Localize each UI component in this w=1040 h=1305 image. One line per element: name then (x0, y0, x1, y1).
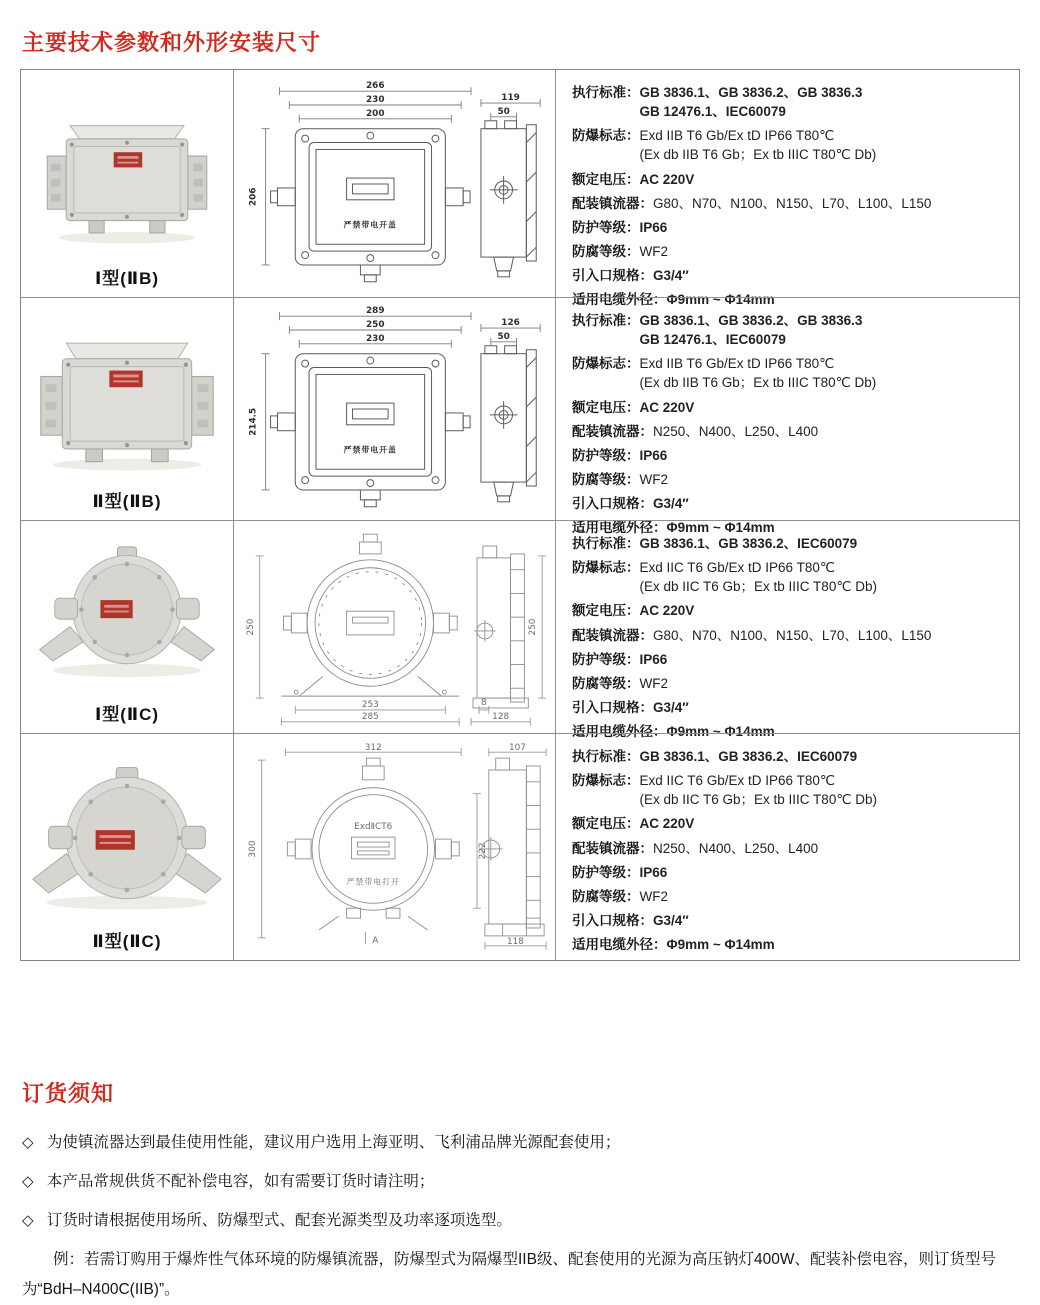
note-text: 本产品常规供货不配补偿电容，如有需要订货时请注明； (46, 1173, 435, 1190)
spec-value-line: WF2 (639, 675, 668, 691)
spec-row (572, 422, 1011, 441)
spec-row (572, 747, 1011, 766)
photo-cell (21, 520, 233, 733)
spec-value-line: GB 3836.1、GB 3836.2、GB 3836.3 (639, 85, 863, 100)
spec-label: 防爆标志： (572, 128, 640, 144)
spec-value-line: G3/4″ (653, 268, 689, 284)
spec-value-line: IP66 (639, 447, 668, 463)
spec-value-line: G3/4″ (653, 913, 689, 929)
spec-label: 额定电压： (572, 603, 640, 619)
spec-label: 额定电压： (572, 171, 640, 187)
spec-list (572, 534, 1011, 741)
spec-row (572, 354, 1011, 392)
warning-label: 严禁带电开盖 (343, 445, 397, 455)
spec-value (640, 446, 668, 465)
spec-value-line: AC 220V (639, 399, 695, 415)
spec-value-line: G3/4″ (653, 700, 689, 716)
type-label: Ⅱ型(ⅡC) (92, 932, 162, 951)
section-marker-label: A (371, 935, 378, 946)
spec-value (640, 534, 858, 553)
spec-row (572, 626, 1011, 645)
spec-value (640, 242, 669, 261)
spec-value-line: WF2 (639, 472, 668, 488)
diamond-bullet-icon: ◇ (22, 1173, 34, 1190)
spec-value (653, 494, 689, 513)
spec-value (640, 747, 858, 766)
spec-label: 引入口规格： (572, 268, 653, 284)
drawing-cell (233, 70, 555, 297)
spec-value (640, 218, 668, 237)
spec-value-line: IP66 (639, 219, 668, 235)
spec-value-line: IP66 (639, 864, 668, 880)
dimension-drawing-round (236, 522, 554, 732)
spec-value-line: WF2 (639, 244, 668, 260)
spec-value (640, 311, 863, 349)
spec-value (640, 83, 863, 121)
spec-value-line: (Ex db IIB T6 Gb；Ex tb IIIC T80℃ Db) (639, 147, 877, 163)
spec-label: 防爆标志： (572, 356, 640, 372)
ordering-notes-section (20, 1077, 1020, 1305)
spec-value (640, 558, 878, 596)
warning-label: 严禁带电开盖 (343, 219, 397, 229)
spec-row (572, 839, 1011, 858)
dimension-label: 206 (248, 187, 259, 206)
spec-list (572, 311, 1011, 538)
spec-value-line: Exd IIB T6 Gb/Ex tD IP66 T80℃ (639, 128, 835, 144)
spec-value-line: (Ex db IIC T6 Gb；Ex tb IIIC T80℃ Db) (639, 579, 877, 595)
spec-label: 执行标准： (572, 536, 640, 551)
note-text: 为使镇流器达到最佳使用性能，建议用户选用上海亚明、飞利浦品牌光源配套使用； (46, 1134, 621, 1151)
spec-row (572, 650, 1011, 669)
spec-value (653, 194, 931, 213)
dimension-label: 118 (506, 936, 524, 947)
spec-label: 执行标准： (572, 85, 640, 100)
dimension-drawing-box (236, 79, 554, 289)
product-photo-round (29, 753, 225, 923)
spec-row (572, 771, 1011, 809)
diamond-bullet-icon: ◇ (22, 1212, 34, 1229)
spec-value-line: GB 3836.1、GB 3836.2、IEC60079 (639, 749, 858, 764)
spec-value (640, 771, 878, 809)
spec-value (640, 601, 695, 620)
spec-label: 引入口规格： (572, 913, 653, 929)
spec-value-line: GB 3836.1、GB 3836.2、IEC60079 (639, 536, 858, 551)
spec-label: 执行标准： (572, 749, 640, 764)
specs-cell (555, 297, 1019, 536)
type-label: Ⅱ型(ⅡB) (92, 492, 162, 511)
spec-row (572, 698, 1011, 717)
note-item (22, 1130, 1018, 1152)
spec-row (572, 398, 1011, 417)
spec-row (572, 470, 1011, 489)
diamond-bullet-icon: ◇ (22, 1134, 34, 1151)
spec-value-line: Exd IIB T6 Gb/Ex tD IP66 T80℃ (639, 356, 835, 372)
spec-row (572, 534, 1011, 553)
specs-cell (555, 70, 1019, 308)
spec-value (640, 674, 669, 693)
dimension-label: 266 (365, 80, 385, 91)
photo-cell (21, 70, 233, 297)
dimension-label: 230 (365, 333, 385, 344)
spec-table (20, 69, 1020, 961)
spec-label: 配装镇流器： (572, 195, 653, 211)
spec-label: 引入口规格： (572, 700, 653, 716)
spec-label: 防腐等级： (572, 888, 640, 904)
spec-value-line: Exd IIC T6 Gb/Ex tD IP66 T80℃ (639, 773, 835, 789)
drawing-cell (233, 733, 555, 960)
spec-row (572, 887, 1011, 906)
specs-cell (555, 520, 1019, 740)
product-photo-box (29, 313, 225, 483)
spec-label: 防护等级： (572, 651, 640, 667)
spec-label: 适用电缆外径： (572, 292, 667, 308)
photo-cell (21, 733, 233, 960)
dimension-label: 250 (527, 618, 538, 636)
spec-value (640, 354, 877, 392)
dimension-label: 222 (477, 842, 488, 860)
dimension-label: 50 (496, 106, 510, 117)
note-text: 订货时请根据使用场所、防爆型式、配套光源类型及功率逐项选型。 (46, 1212, 512, 1229)
spec-value (653, 626, 931, 645)
spec-label: 适用电缆外径： (572, 937, 667, 953)
page-title: 主要技术参数和外形安装尺寸 (22, 30, 322, 55)
spec-label: 执行标准： (572, 313, 640, 328)
spec-value-line: N250、N400、L250、L400 (653, 840, 819, 856)
spec-label: 防护等级： (572, 447, 640, 463)
spec-row (572, 194, 1011, 213)
spec-value-line: AC 220V (639, 816, 695, 832)
spec-value-line: AC 220V (639, 171, 695, 187)
spec-list (572, 83, 1011, 310)
dimension-label: 200 (365, 108, 385, 119)
spec-value-line: G80、N70、N100、N150、L70、L100、L150 (653, 627, 932, 643)
spec-row (572, 494, 1011, 513)
spec-row (572, 674, 1011, 693)
spec-label: 防爆标志： (572, 773, 640, 789)
note-item (22, 1208, 1018, 1230)
drawing-cell (233, 520, 555, 733)
spec-value (653, 266, 689, 285)
spec-value (640, 863, 668, 882)
dimension-label: 119 (500, 92, 520, 103)
dimension-label: 289 (365, 306, 385, 317)
drawing-cell (233, 297, 555, 520)
spec-value-line: G80、N70、N100、N150、L70、L100、L150 (653, 195, 932, 211)
spec-value (653, 911, 689, 930)
note-list (22, 1130, 1018, 1230)
spec-value-line: AC 220V (639, 603, 695, 619)
dimension-label: 8 (480, 698, 487, 709)
spec-value (640, 170, 695, 189)
spec-label: 防护等级： (572, 219, 640, 235)
spec-value-line: WF2 (639, 888, 668, 904)
dimension-label: 107 (508, 743, 526, 754)
spec-row (572, 814, 1011, 833)
spec-row (572, 83, 1011, 121)
dimension-label: 250 (245, 618, 256, 636)
spec-value-line: Exd IIC T6 Gb/Ex tD IP66 T80℃ (639, 560, 835, 576)
spec-value-line: IP66 (639, 651, 668, 667)
dimension-label: 312 (364, 743, 382, 754)
dimension-label: 253 (361, 699, 379, 710)
spec-value-line: Φ9mm ~ Φ14mm (666, 724, 775, 740)
dimension-label: 300 (247, 840, 258, 858)
spec-value-line: G3/4″ (653, 496, 689, 512)
spec-list (572, 747, 1011, 954)
dimension-label: 285 (361, 711, 379, 722)
photo-cell (21, 297, 233, 520)
spec-value (640, 126, 877, 164)
note-example: 例：若需订购用于爆炸性气体环境的防爆镇流器，防爆型式为隔爆型IIB级、配套使用的光源为高压钠灯400W、配装补偿电容，则订货型号为“BdH–N400C(IIB)”。 (22, 1251, 996, 1299)
spec-label: 防腐等级： (572, 244, 640, 260)
spec-value (667, 935, 775, 954)
spec-row (572, 311, 1011, 349)
spec-label: 额定电压： (572, 399, 640, 415)
dimension-label: 230 (365, 94, 385, 105)
spec-value-line: N250、N400、L250、L400 (653, 423, 819, 439)
spec-value (640, 650, 668, 669)
spec-row (572, 935, 1011, 954)
spec-value (653, 839, 818, 858)
dimension-label: 50 (496, 331, 510, 342)
body-marking-label: ExdⅡCT6 (353, 822, 392, 833)
spec-label: 防腐等级： (572, 472, 640, 488)
type-label: Ⅰ型(ⅡC) (94, 705, 160, 724)
spec-label: 防腐等级： (572, 675, 640, 691)
spec-label: 防护等级： (572, 864, 640, 880)
warning-label: 严禁带电打开 (346, 877, 400, 887)
spec-value (640, 887, 669, 906)
spec-label: 额定电压： (572, 816, 640, 832)
spec-value (640, 814, 695, 833)
spec-row (572, 601, 1011, 620)
spec-row (572, 170, 1011, 189)
spec-value (653, 698, 689, 717)
spec-row (572, 558, 1011, 596)
spec-value-line: GB 12476.1、IEC60079 (639, 104, 786, 120)
product-photo-round (32, 527, 222, 696)
product-photo-box (32, 90, 222, 260)
dimension-label: 214.5 (248, 407, 259, 436)
spec-row (572, 266, 1011, 285)
spec-value-line: (Ex db IIB T6 Gb；Ex tb IIIC T80℃ Db) (639, 375, 877, 391)
dimension-label: 126 (500, 318, 520, 329)
dimension-label: 128 (491, 711, 509, 722)
spec-row (572, 242, 1011, 261)
spec-label: 引入口规格： (572, 496, 653, 512)
spec-value-line: GB 12476.1、IEC60079 (639, 332, 786, 348)
spec-value-line: Φ9mm ~ Φ14mm (666, 520, 775, 536)
dimension-label: 250 (365, 320, 385, 331)
spec-value-line: Φ9mm ~ Φ14mm (666, 292, 775, 308)
spec-row (572, 218, 1011, 237)
ordering-notes-title: 订货须知 (22, 1081, 115, 1106)
specs-cell (555, 733, 1019, 960)
type-label: Ⅰ型(ⅡB) (94, 269, 160, 288)
spec-label: 配装镇流器： (572, 423, 653, 439)
spec-label: 配装镇流器： (572, 627, 653, 643)
spec-label: 配装镇流器： (572, 840, 653, 856)
spec-label: 适用电缆外径： (572, 520, 667, 536)
spec-value (640, 398, 695, 417)
spec-value (640, 470, 669, 489)
spec-label: 防爆标志： (572, 560, 640, 576)
note-item (22, 1169, 1018, 1191)
dimension-drawing-round (236, 742, 554, 952)
spec-row (572, 446, 1011, 465)
spec-value-line: GB 3836.1、GB 3836.2、GB 3836.3 (639, 313, 863, 328)
dimension-drawing-box (236, 304, 554, 514)
spec-value-line: (Ex db IIC T6 Gb；Ex tb IIIC T80℃ Db) (639, 792, 877, 808)
spec-row (572, 863, 1011, 882)
spec-value (653, 422, 818, 441)
spec-label: 适用电缆外径： (572, 724, 667, 740)
spec-row (572, 911, 1011, 930)
spec-row (572, 126, 1011, 164)
spec-value-line: Φ9mm ~ Φ14mm (666, 937, 775, 953)
